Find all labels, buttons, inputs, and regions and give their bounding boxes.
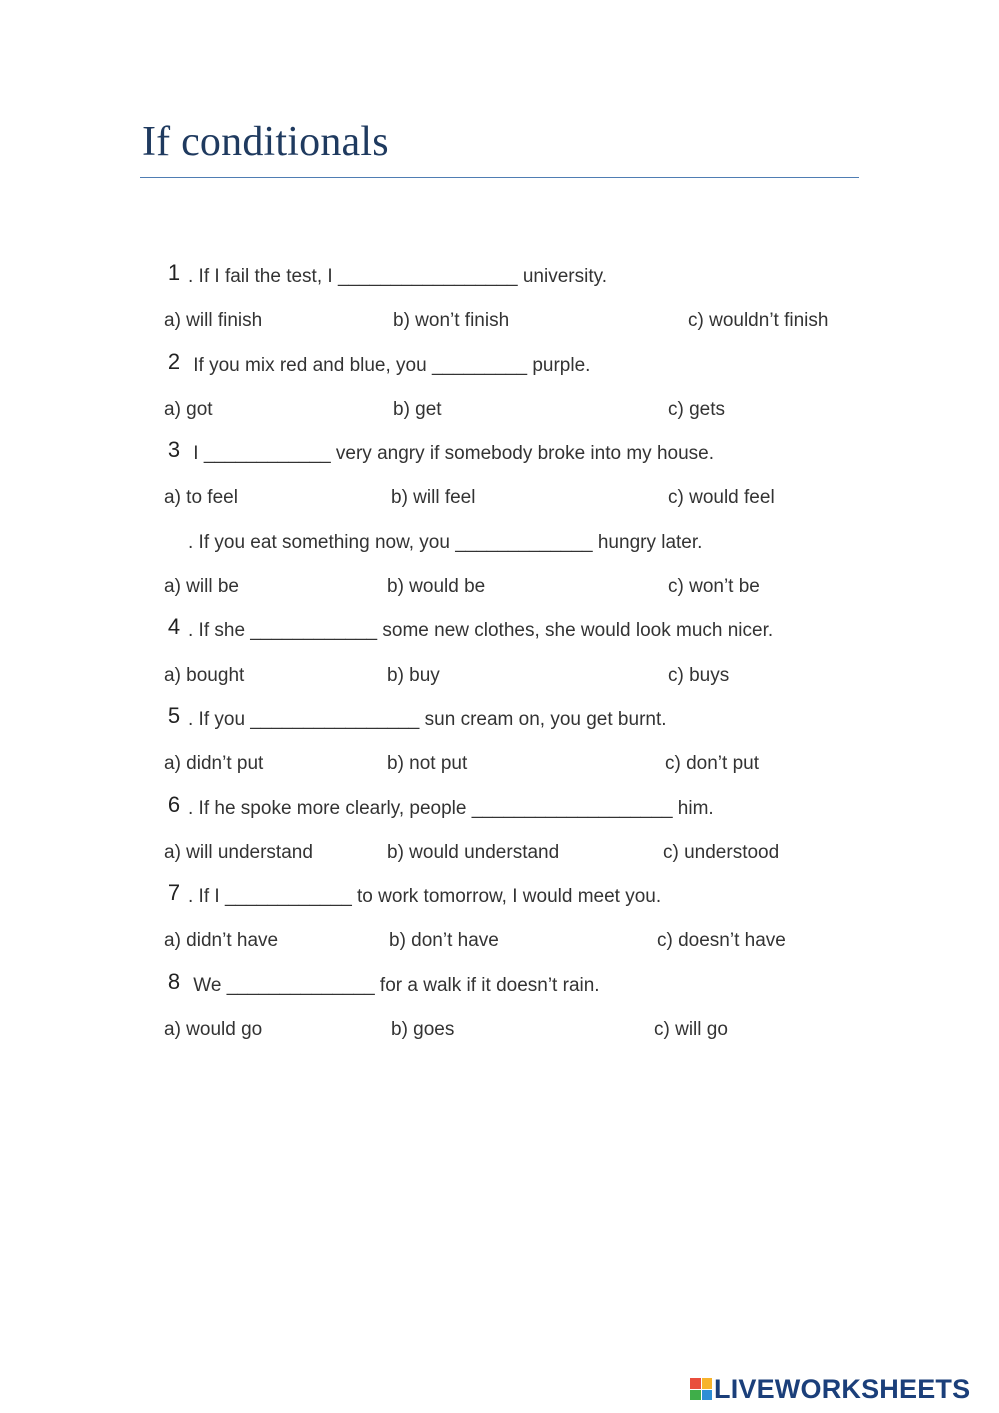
option-c[interactable]: c) would feel	[668, 487, 775, 509]
option-a[interactable]: a) didn’t have	[164, 930, 279, 952]
option-c[interactable]: c) understood	[663, 841, 780, 863]
option-a[interactable]: a) to feel	[164, 487, 238, 509]
question-1	[160, 258, 860, 302]
option-c[interactable]: c) don’t put	[665, 753, 759, 775]
option-a[interactable]: a) will finish	[164, 310, 263, 332]
question-8	[160, 967, 860, 1011]
options-2	[160, 391, 860, 435]
question-5	[160, 701, 860, 745]
option-a[interactable]: a) didn’t put	[164, 753, 264, 775]
options-5	[160, 745, 860, 789]
option-a[interactable]: a) got	[164, 398, 213, 420]
option-b[interactable]: b) not put	[387, 753, 468, 775]
options-8	[160, 1011, 860, 1055]
option-b[interactable]: b) get	[393, 398, 442, 420]
option-a[interactable]: a) bought	[164, 664, 245, 686]
logo-text: LIVEWORKSHEETS	[714, 1373, 971, 1404]
options-unnumbered	[160, 568, 860, 612]
option-b[interactable]: b) don’t have	[389, 930, 499, 952]
options-7	[160, 922, 860, 966]
question-text: I ____________ very angry if somebody broke into my house.	[188, 443, 714, 465]
option-a[interactable]: a) would go	[164, 1019, 263, 1041]
question-3	[160, 435, 860, 479]
question-number: 2	[167, 348, 181, 374]
logo-square	[702, 1390, 713, 1401]
question-number: 8	[167, 968, 181, 994]
question-text: . If he spoke more clearly, people ___________________ him.	[188, 797, 714, 819]
question-2	[160, 347, 860, 391]
question-number: 6	[167, 791, 181, 817]
option-b[interactable]: b) would understand	[387, 841, 560, 863]
logo-grid-icon	[690, 1378, 712, 1400]
question-number: 1	[167, 260, 181, 285]
option-c[interactable]: c) doesn’t have	[657, 930, 786, 952]
option-b[interactable]: b) would be	[387, 576, 486, 598]
options-6	[160, 834, 860, 878]
liveworksheets-logo	[690, 1374, 970, 1404]
logo-square	[702, 1378, 713, 1389]
question-text: If you mix red and blue, you _________ purple.	[188, 354, 591, 376]
page-title: If conditionals	[142, 119, 389, 165]
option-c[interactable]: c) buys	[668, 664, 730, 686]
options-3	[160, 479, 860, 523]
option-b[interactable]: b) will feel	[391, 487, 476, 509]
options-4	[160, 657, 860, 701]
option-c[interactable]: c) will go	[654, 1019, 728, 1041]
title-underline	[140, 177, 859, 178]
option-b[interactable]: b) goes	[391, 1019, 455, 1041]
question-unnumbered	[160, 524, 860, 568]
question-6	[160, 790, 860, 834]
question-text: . If you eat something now, you _____________ hungry later.	[188, 531, 703, 553]
question-text: . If I ____________ to work tomorrow, I would meet you.	[188, 886, 662, 908]
options-1	[160, 302, 860, 346]
question-7	[160, 878, 860, 922]
question-text: We ______________ for a walk if it doesn’t rain.	[188, 974, 600, 996]
question-number: 7	[167, 880, 181, 906]
question-number: 4	[167, 614, 181, 640]
question-4	[160, 612, 860, 656]
question-number: 5	[167, 702, 181, 728]
logo-square	[690, 1378, 701, 1389]
option-c[interactable]: c) won’t be	[668, 576, 760, 598]
option-b[interactable]: b) won’t finish	[393, 310, 510, 332]
option-b[interactable]: b) buy	[387, 664, 440, 686]
option-a[interactable]: a) will be	[164, 576, 239, 598]
question-text: . If you ________________ sun cream on, you get burnt.	[188, 708, 667, 730]
question-text: . If she ____________ some new clothes, she would look much nicer.	[188, 620, 774, 642]
option-a[interactable]: a) will understand	[164, 841, 313, 863]
logo-square	[690, 1390, 701, 1401]
worksheet	[160, 258, 860, 1055]
option-c[interactable]: c) wouldn’t finish	[688, 310, 829, 332]
question-text: . If I fail the test, I _________________ university.	[188, 266, 607, 287]
question-number: 3	[167, 437, 181, 463]
option-c[interactable]: c) gets	[668, 398, 726, 420]
